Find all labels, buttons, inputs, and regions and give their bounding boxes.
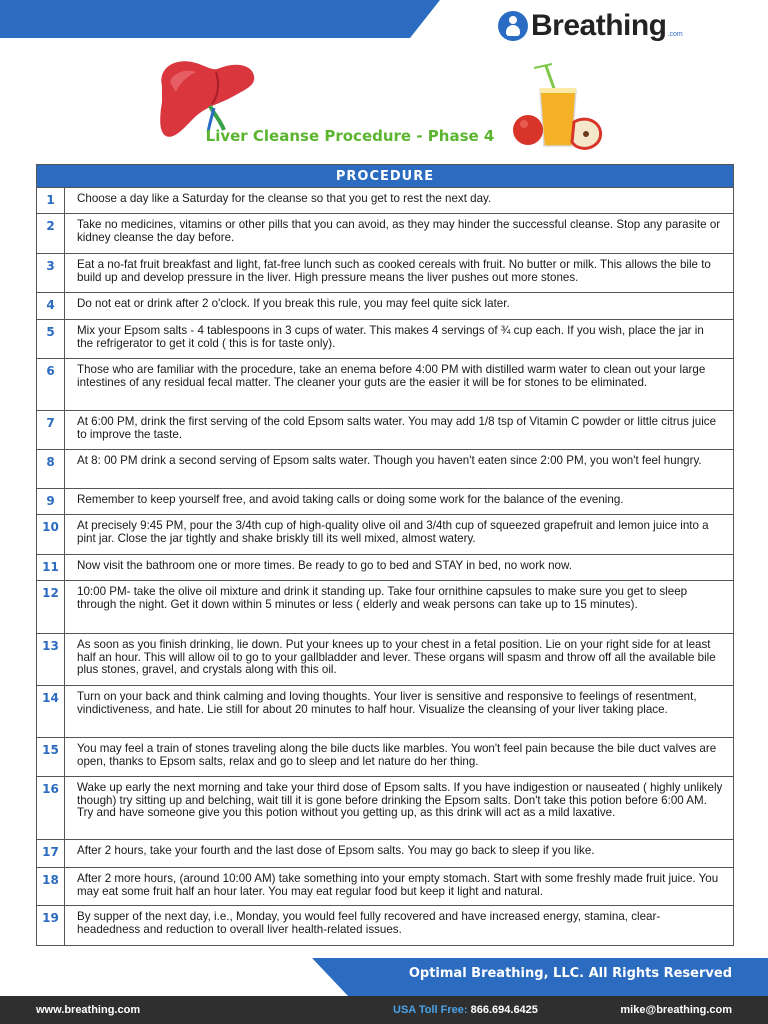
brand-name: Breathing	[531, 9, 667, 42]
step-number: 9	[37, 489, 65, 514]
step-number: 19	[37, 906, 65, 945]
phone-label: USA Toll Free:	[393, 1004, 468, 1016]
copyright-text: Optimal Breathing, LLC. All Rights Reserved	[408, 966, 732, 981]
table-row	[36, 320, 734, 359]
procedure-table	[36, 164, 734, 946]
table-row	[36, 214, 734, 254]
table-row	[36, 906, 734, 946]
step-number: 7	[37, 411, 65, 449]
step-text: Now visit the bathroom one or more times. Be ready to go to bed and STAY in bed, no work now.	[77, 559, 572, 572]
step-number: 11	[37, 555, 65, 580]
step-text: Wake up early the next morning and take your third dose of Epsom salts. If you have indigestion or nauseated ( highly unlikely though) try sitting up and belching, wait till it is gone before drinking the Epsom salts. Don't take this potion before 6:00 AM. Try and have someone give you this potion without you getting up, as this drink will act as a mild laxative.	[77, 781, 723, 820]
step-number: 13	[37, 634, 65, 685]
step-text: Those who are familiar with the procedure, take an enema before 4:00 PM with distilled warm water to clean out your large intestines of any residual fecal matter. The cleaner your guts are the easier it will be for stones to be eliminated.	[77, 363, 706, 389]
step-text: At 6:00 PM, drink the first serving of the cold Epsom salts water. You may add 1/8 tsp of Vitamin C powder or little citrus juice to improve the taste.	[77, 415, 717, 441]
table-row	[36, 411, 734, 450]
step-text: Do not eat or drink after 2 o'clock. If you break this rule, you may feel quite sick later.	[77, 297, 510, 310]
page-title: Liver Cleanse Procedure - Phase 4	[205, 127, 495, 145]
step-text: Choose a day like a Saturday for the cleanse so that you get to rest the next day.	[77, 192, 492, 205]
table-row	[36, 489, 734, 515]
step-text: Remember to keep yourself free, and avoid taking calls or doing some work for the balance of the evening.	[77, 493, 624, 506]
step-text: At 8: 00 PM drink a second serving of Epsom salts water. Though you haven't eaten since 2:00 PM, you won't feel hungry.	[77, 454, 702, 467]
table-row	[36, 581, 734, 634]
table-row	[36, 738, 734, 777]
step-number: 4	[37, 293, 65, 319]
step-text: 10:00 PM- take the olive oil mixture and drink it standing up. Take four ornithine capsules to make sure you get to sleep through the night. Get it down within 5 minutes or less ( elderly and weak persons can take up to 15 minutes).	[77, 585, 688, 611]
step-text: Take no medicines, vitamins or other pills that you can avoid, as they may hinder the successful cleanse. Stop any parasite or kidney cleanse the day before.	[77, 218, 721, 244]
step-text: After 2 hours, take your fourth and the last dose of Epsom salts. You may go back to sleep if you like.	[77, 844, 595, 857]
email-link[interactable]: mike@breathing.com	[620, 1004, 732, 1016]
step-number: 14	[37, 686, 65, 737]
step-number: 2	[37, 214, 65, 253]
table-row	[36, 515, 734, 555]
step-text: By supper of the next day, i.e., Monday, you would feel fully recovered and have increased energy, stamina, clear-headedness and reduction to overall liver health-related issues.	[77, 910, 661, 936]
step-number: 15	[37, 738, 65, 776]
step-number: 12	[37, 581, 65, 633]
step-number: 17	[37, 840, 65, 867]
table-row	[36, 555, 734, 581]
website-link[interactable]: www.breathing.com	[36, 1004, 141, 1016]
table-row	[36, 254, 734, 293]
step-text: As soon as you finish drinking, lie down. Put your knees up to your chest in a fetal position. Lie on your right side for at least half an hour. This will allow oil to go to your gallbladder and lever. These organs will spasm and throw off all the available bile plus stones, gravel, and crystals along with this oil.	[77, 638, 716, 677]
step-number: 6	[37, 359, 65, 410]
step-number: 3	[37, 254, 65, 292]
step-number: 8	[37, 450, 65, 488]
brand-logo[interactable]	[498, 8, 683, 44]
table-row	[36, 450, 734, 489]
phone-value: 866.694.6425	[470, 1004, 538, 1016]
step-number: 18	[37, 868, 65, 905]
table-row	[36, 188, 734, 214]
phone-number	[393, 1004, 538, 1016]
table-row	[36, 359, 734, 411]
brand-suffix: .com	[667, 31, 683, 38]
step-text: Eat a no-fat fruit breakfast and light, fat-free lunch such as cooked cereals with fruit. No butter or milk. This allows the bile to build up and develop pressure in the liver. High pressure means the liver pushes out more stones.	[77, 258, 711, 284]
step-text: Turn on your back and think calming and loving thoughts. Your liver is sensitive and responsive to feelings of resentment, vindictiveness, and hate. Lie still for about 20 minutes to half hour. Visualize the cleansing of your liver taking place.	[77, 690, 697, 716]
table-row	[36, 293, 734, 320]
step-text: After 2 more hours, (around 10:00 AM) take something into your empty stomach. Start with some freshly made fruit juice. You may eat some fruit half an hour later. You may eat regular food but keep it light and natural.	[77, 872, 719, 898]
step-text: You may feel a train of stones traveling along the bile ducts like marbles. You won't feel pain because the bile duct valves are open, thanks to Epsom salts, relax and go to sleep and let nature do her thing.	[77, 742, 717, 768]
step-number: 5	[37, 320, 65, 358]
breathing-logo-icon	[498, 11, 528, 41]
table-header: PROCEDURE	[36, 164, 734, 188]
step-number: 1	[37, 188, 65, 213]
step-text: Mix your Epsom salts - 4 tablespoons in 3 cups of water. This makes 4 servings of ¾ cup each. If you wish, place the jar in the refrigerator to get it cold ( this is for taste only).	[77, 324, 704, 350]
table-row	[36, 868, 734, 906]
step-number: 10	[37, 515, 65, 554]
table-row	[36, 634, 734, 686]
step-number: 16	[37, 777, 65, 839]
step-text: At precisely 9:45 PM, pour the 3/4th cup of high-quality olive oil and 3/4th cup of squeezed grapefruit and lemon juice into a pint jar. Close the jar tightly and shake briskly till its well mixed, almost watery.	[77, 519, 709, 545]
table-row	[36, 686, 734, 738]
table-row	[36, 777, 734, 840]
table-row	[36, 840, 734, 868]
